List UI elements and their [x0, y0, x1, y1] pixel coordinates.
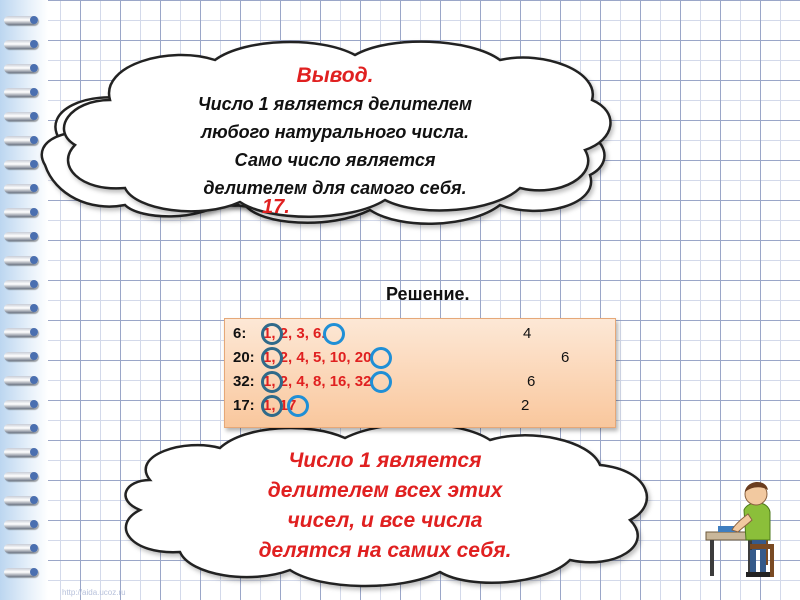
summary-line: делителем всех этих: [267, 479, 503, 502]
solution-label: Решение.: [386, 284, 470, 304]
summary-line: делятся на самих себя.: [258, 539, 512, 562]
row-number: 32:: [233, 373, 255, 390]
conclusion-line: Число 1 является делителем: [197, 94, 473, 114]
row-count: 4: [523, 325, 532, 342]
conclusion-line: любого натурального числа.: [200, 122, 470, 142]
row-count: 6: [527, 373, 536, 390]
solution-box: [224, 318, 616, 428]
conclusion-line: делителем для самого себя.: [203, 178, 467, 198]
student-at-desk-illustration: [704, 470, 794, 580]
row-divisors: 1, 2, 4, 5, 10, 20: [263, 349, 372, 366]
divisor-one-circle: [261, 323, 283, 345]
divisor-one-circle: [261, 371, 283, 393]
summary-text: [210, 446, 560, 566]
row-divisors: 1, 2, 4, 8, 16, 32: [263, 373, 372, 390]
row-count: 6: [561, 349, 570, 366]
row-divisors: 1, 17: [263, 397, 297, 414]
divisor-one-circle: [261, 347, 283, 369]
row-number: 6:: [233, 325, 247, 342]
self-divisor-circle: [287, 395, 309, 417]
summary-line: Число 1 является: [288, 449, 482, 472]
self-divisor-circle: [370, 347, 392, 369]
solution-row: [233, 371, 536, 393]
conclusion-title: Вывод.: [296, 64, 374, 87]
row-divisors: 1, 2, 3, 6.: [263, 325, 326, 342]
conclusion-text: [130, 62, 540, 202]
row-count: 2: [521, 397, 530, 414]
self-divisor-circle: [370, 371, 392, 393]
summary-line: чисел, и все числа: [287, 509, 483, 532]
conclusion-line: Само число является: [234, 150, 436, 170]
divisor-one-circle: [261, 395, 283, 417]
solution-row: [233, 347, 570, 369]
self-divisor-circle: [323, 323, 345, 345]
row-number: 17:: [233, 397, 255, 414]
hidden-cloud-text: 17.: [262, 196, 290, 218]
watermark: http://aida.ucoz.ru: [62, 588, 126, 597]
row-number: 20:: [233, 349, 255, 366]
